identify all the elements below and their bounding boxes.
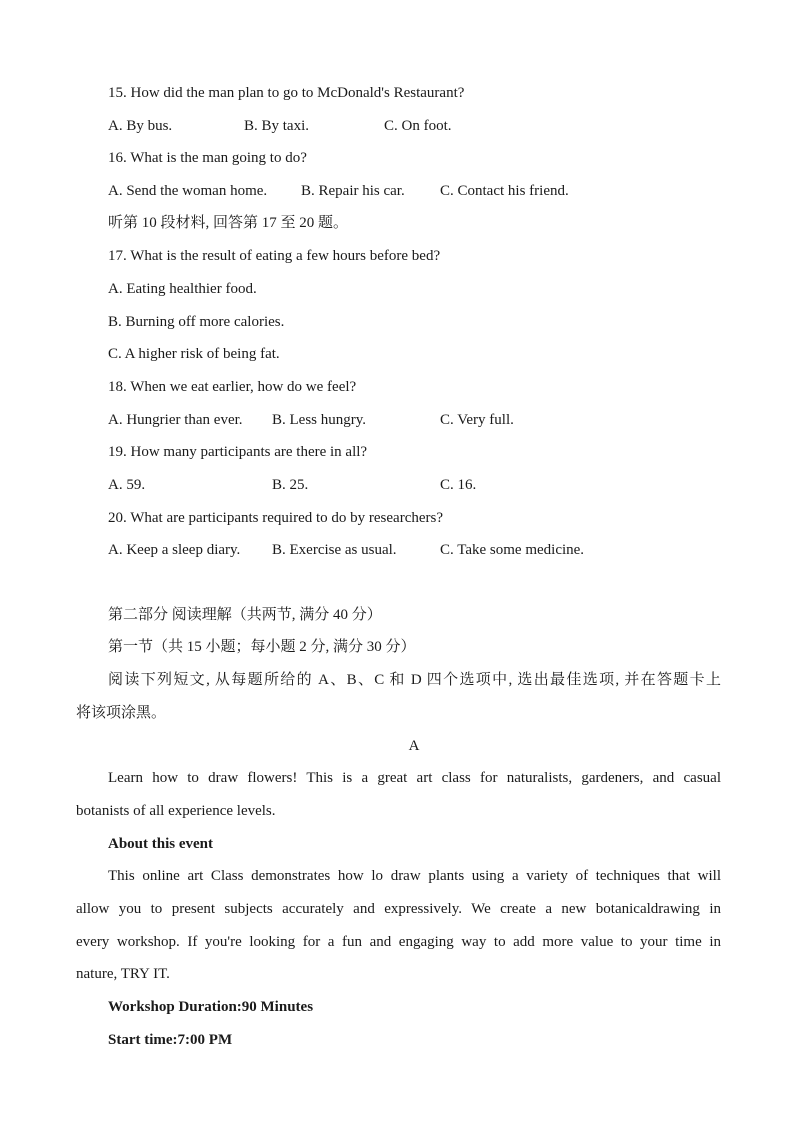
part-2-title: 第二部分 阅读理解（共两节, 满分 40 分） xyxy=(108,607,382,623)
question-16: 16. What is the man going to do? xyxy=(108,150,307,166)
question-15: 15. How did the man plan to go to McDonald's Restaurant? xyxy=(108,85,465,101)
passage-intro-line-1: Learn how to draw flowers! This is a great art class for naturalists, gardeners, and casual xyxy=(108,770,721,786)
passage-intro-line-2: botanists of all experience levels. xyxy=(76,803,276,819)
q17-option-c: C. A higher risk of being fat. xyxy=(108,346,280,362)
q19-option-a: A. 59. xyxy=(108,477,146,493)
q18-option-b: B. Less hungry. xyxy=(272,412,367,428)
q17-option-a: A. Eating healthier food. xyxy=(108,281,257,297)
passage-10-instruction: 听第 10 段材料, 回答第 17 至 20 题。 xyxy=(108,215,349,231)
about-line-4: nature, TRY IT. xyxy=(76,966,170,982)
start-time: Start time:7:00 PM xyxy=(108,1032,233,1048)
q19-option-b: B. 25. xyxy=(272,477,309,493)
workshop-duration: Workshop Duration:90 Minutes xyxy=(108,999,314,1015)
q18-option-c: C. Very full. xyxy=(440,412,514,428)
about-heading: About this event xyxy=(108,836,214,852)
q20-option-c: C. Take some medicine. xyxy=(440,542,585,558)
section-1-title: 第一节（共 15 小题；每小题 2 分, 满分 30 分） xyxy=(108,639,416,655)
q15-option-a: A. By bus. xyxy=(108,118,173,134)
about-line-3: every workshop. If you're looking for a fun and engaging way to add more value to your time in xyxy=(76,934,721,950)
q18-option-a: A. Hungrier than ever. xyxy=(108,412,243,428)
q15-option-c: C. On foot. xyxy=(384,118,452,134)
question-18: 18. When we eat earlier, how do we feel? xyxy=(108,379,357,395)
reading-instruction-line-2: 将该项涂黑。 xyxy=(76,705,167,721)
q15-option-b: B. By taxi. xyxy=(244,118,310,134)
reading-instruction-line-1: 阅读下列短文, 从每题所给的 A、B、C 和 D 四个选项中, 选出最佳选项, 并在答题卡上 xyxy=(108,672,721,688)
q20-option-b: B. Exercise as usual. xyxy=(272,542,397,558)
q20-option-a: A. Keep a sleep diary. xyxy=(108,542,241,558)
passage-label: A xyxy=(408,738,420,754)
question-19: 19. How many participants are there in all? xyxy=(108,444,368,460)
question-17: 17. What is the result of eating a few hours before bed? xyxy=(108,248,441,264)
q17-option-b: B. Burning off more calories. xyxy=(108,314,285,330)
q16-option-a: A. Send the woman home. xyxy=(108,183,268,199)
q19-option-c: C. 16. xyxy=(440,477,477,493)
about-line-1: This online art Class demonstrates how lo draw plants using a variety of techniques that will xyxy=(108,868,721,884)
about-line-2: allow you to present subjects accurately and expressively. We create a new botanicaldrawing in xyxy=(76,901,721,917)
q16-option-c: C. Contact his friend. xyxy=(440,183,569,199)
question-20: 20. What are participants required to do by researchers? xyxy=(108,510,443,526)
q16-option-b: B. Repair his car. xyxy=(301,183,405,199)
